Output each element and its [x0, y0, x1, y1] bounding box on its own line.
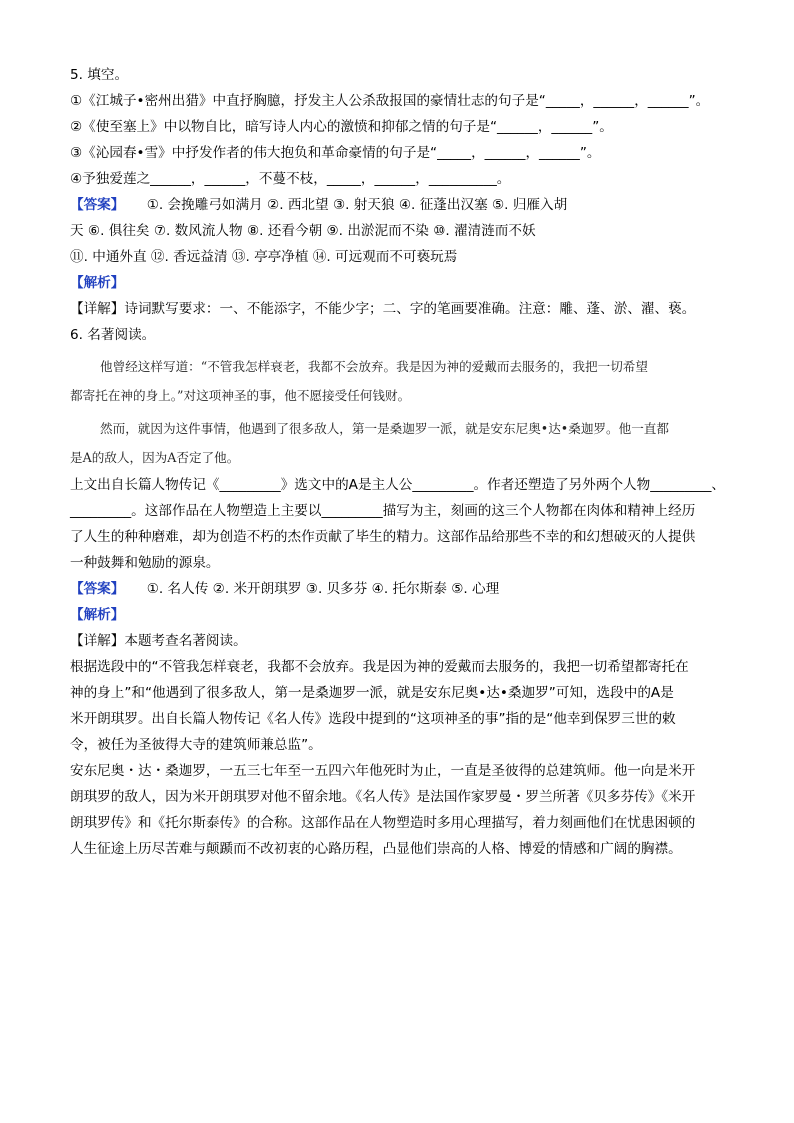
detail-label: 【详解】: [70, 301, 125, 317]
q5-answer-line-3: ⑪. 中通外直 ⑫. 香远益清 ⑬. 亭亭净植 ⑭. 可远观而不可亵玩焉: [70, 249, 458, 265]
q5-answer-line-2: 天 ⑥. 俱往矣 ⑦. 数风流人物 ⑧. 还看今朝 ⑨. 出淤泥而不染 ⑩. 濯清涟而不妖: [70, 223, 536, 239]
q6-para2-line-4: 人生征途上历尽苦难与颠踬而不改初衷的心路历程，凸显他们崇高的人格、博爱的情感和广阔的胸襟。: [70, 841, 682, 857]
detail-label: 【详解】: [70, 633, 125, 649]
analysis-label: 【解析】: [70, 275, 125, 291]
q6-body-2: _________。这部作品在人物塑造上主要以_________描写为主，刻画的这三个人物都在肉体和精神上经历: [70, 503, 696, 519]
q6-para1-line-1: 根据选段中的“不管我怎样衰老，我都不会放弃。我是因为神的爱戴而去服务的，我把一切希望都寄托在: [70, 659, 689, 675]
q6-para2-line-3: 朗琪罗传》和《托尔斯泰传》的合称。这部作品在人物塑造时多用心理描写，着力刻画他们在忧患困顿的: [70, 815, 696, 831]
quote-p2-line-1: 然而，就因为这件事情，他遇到了很多敌人，第一是桑迦罗一派，就是安东尼奥•达•桑迦罗。他一直都: [100, 421, 669, 436]
q5-blank-2: ②《使至塞上》中以物自比，暗写诗人内心的激愤和抑郁之情的句子是“______，______”。: [70, 119, 613, 135]
q6-answer: [70, 576, 742, 602]
analysis-label: 【解析】: [70, 607, 125, 623]
answer-label: 【答案】: [70, 197, 125, 213]
q5-blank-4: ④予独爱莲之______，______，不蔓不枝，_____，______，__________。: [70, 171, 511, 187]
quote-p2-line-2: 是A的敌人，因为A否定了他。: [70, 450, 240, 465]
q5-blank-3: ③《沁园春•雪》中抒发作者的伟大抱负和革命豪情的句子是“_____，______，______”。: [70, 145, 601, 161]
answer-label: 【答案】: [70, 581, 125, 597]
answer-text: ①. 会挽雕弓如满月 ②. 西北望 ③. 射天狼 ④. 征蓬出汉塞 ⑤. 归雁入胡: [146, 197, 568, 213]
document-page: [70, 62, 742, 862]
question-6-title: 6. 名著阅读。: [70, 327, 156, 343]
quote-p1-line-1: 他曾经这样写道：“不管我怎样衰老，我都不会放弃。我是因为神的爱戴而去服务的，我把一切希望: [100, 359, 648, 374]
q5-blank-1: ①《江城子•密州出猎》中直抒胸臆，抒发主人公杀敌报国的豪情壮志的句子是“_____，______，______”。: [70, 93, 710, 109]
q6-para1-line-3: 米开朗琪罗。出自长篇人物传记《名人传》选段中提到的“这项神圣的事”指的是“他幸到保罗三世的敕: [70, 711, 676, 727]
q6-body-4: 一种鼓舞和勉励的源泉。: [70, 555, 220, 571]
q6-para2-line-1: 安东尼奥・达・桑迦罗，一五三七年至一五四六年他死时为止，一直是圣彼得的总建筑师。他一向是米开: [70, 763, 696, 779]
q6-para1-line-2: 神的身上”和“他遇到了很多敌人，第一是桑迦罗一派，就是安东尼奥•达•桑迦罗”可知，选段中的A是: [70, 685, 674, 701]
q6-body-1: 上文出自长篇人物传记《_________》选文中的A是主人公_________。作者还塑造了另外两个人物_________、: [70, 477, 725, 493]
q6-detail: [70, 628, 742, 654]
q5-detail: [70, 296, 742, 322]
q5-answer-line-1: [70, 192, 742, 218]
q6-para1-line-4: 令，被任为圣彼得大寺的建筑师兼总监”。: [70, 737, 322, 753]
question-5-title: 5. 填空。: [70, 67, 129, 83]
q6-body-3: 了人生的种种磨难，却为创造不朽的杰作贡献了毕生的精力。这部作品给那些不幸的和幻想破灭的人提供: [70, 529, 696, 545]
q6-para2-line-2: 朗琪罗的敌人，因为米开朗琪罗对他不留余地。《名人传》是法国作家罗曼・罗兰所著《贝多芬传》《米开: [70, 789, 696, 805]
answer-text: ①. 名人传 ②. 米开朗琪罗 ③. 贝多芬 ④. 托尔斯泰 ⑤. 心理: [146, 581, 500, 597]
detail-text: 本题考查名著阅读。: [124, 633, 247, 649]
quote-p1-line-2: 都寄托在神的身上。”对这项神圣的事，他不愿接受任何钱财。: [70, 388, 411, 403]
detail-text: 诗词默写要求：一、不能添字，不能少字；二、字的笔画要准确。注意：雕、蓬、淤、濯、亵。: [124, 301, 696, 317]
